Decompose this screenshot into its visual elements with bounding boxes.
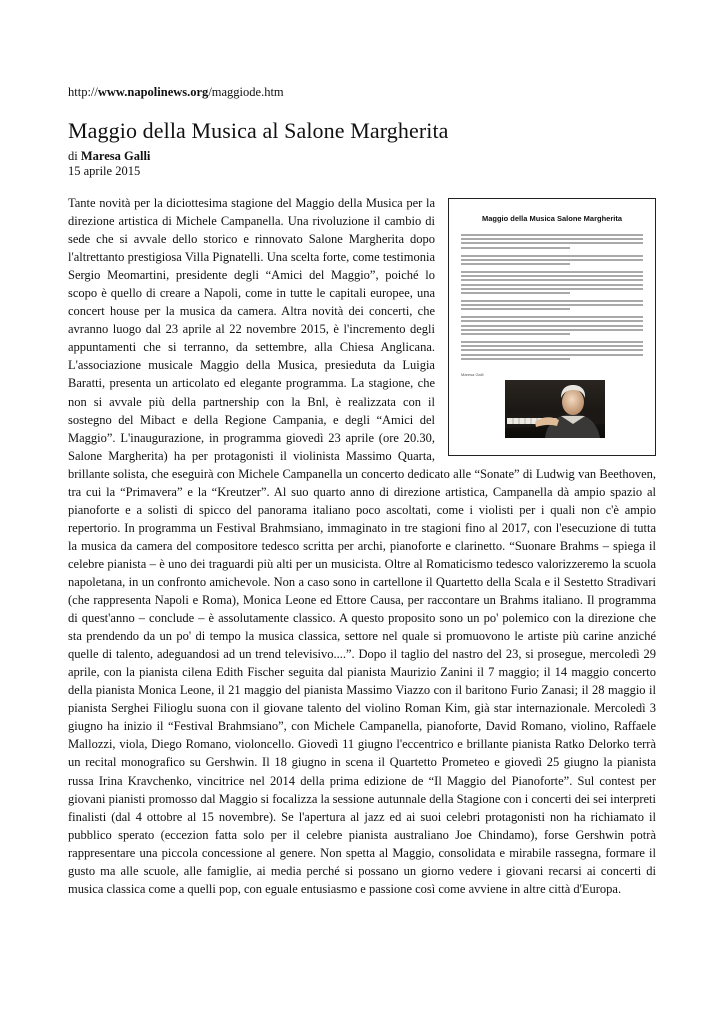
publication-date: 15 aprile 2015 bbox=[68, 164, 141, 178]
byline-prefix: di bbox=[68, 149, 78, 163]
source-url[interactable] bbox=[68, 85, 284, 100]
clipping-text-block bbox=[461, 316, 643, 335]
clipping-text-block bbox=[461, 300, 643, 310]
clipping-title: Maggio della Musica Salone Margherita bbox=[481, 214, 623, 223]
author-name: Maresa Galli bbox=[80, 149, 151, 163]
article-body: Tante novità per la diciottesima stagione del Maggio della Musica per la direzione artistica di Michele Campanella. Una rivoluzione il cambio di sede che si avvale dello storico e rinnovato Salone Margherita dopo l'altrettanto prestigiosa Villa Pignatelli. Una scelta forte, come testimonia Sergio Meomartini, presidente degli “Amici del Maggio”, poiché lo scopo è quello di creare a Napoli, come in tutte le capitali europee, una concert house per la musica da camera. Altra novità dei concerti, che avranno luogo dal 23 aprile al 22 novembre 2015, è l'incremento degli appuntamenti che si terranno, da settembre, alla Chiesa Anglicana. L'associazione musicale Maggio della Musica, presieduta da Luigia Baratti, presenta un articolato ed elegante programma. La stagione, che non si avvale più della partnership con la Bnl, è realizzata con il sostegno del Mibact e della Regione Campania, e degli “Amici del Maggio”. L'inaugurazione, in programma giovedì 23 aprile (ore 20.30, Salone Margherita) ha per protagonisti il violinista Massimo Quarta, brillante solista, che eseguirà con Michele Campanella un concerto dedicato alle “Sonate” di Ludwig van Beethoven, tra cui la “Primavera” e la “Kreutzer”. Al suo quarto anno di direzione artistica, Campanella dà ampio spazio al pianoforte e a solisti di spicco del panorama italiano poco ascoltati, come i violisti per i quali non c'è ampio repertorio. In programma un Festival Brahmsiano, immaginato in tre stagioni fino al 2017, con l'esecuzione di tutta la musica da camera del compositore tedesco scritta per archi, pianoforte e clarinetto. “Suonare Brahms – spiega il celebre pianista – è uno dei traguardi più alti per un musicista. Oltre al Romaticismo tedesco valorizzeremo la scuola napoletana, in un confronto amichevole. Non a caso sono in cartellone il Quartetto della Scala e il Sestetto Stradivari (che rappresenta Napoli e Roma), Monica Leone ed Ettore Causa, per raccontare un Brahms italiano. Il programma di quest'anno – conclude – è assolutamente classico. A questo proposito sono un po' polemico con la direzione che sta prendendo da un po' di tempo la musica classica, settore nel quale si promuovono le artiste più carine anziché quelle di talento, adeguandosi ad un trend televisivo....”. Dopo il taglio del nastro del 23, si prosegue, mercoledì 29 aprile, con la pianista cilena Edith Fischer seguita dal pianista Maurizio Zanini il 7 maggio; il 14 maggio concerto della pianista Monica Leone, il 21 maggio del pianista Massimo Viazzo con il baritono Furio Zanasi; il 28 maggio il pianista Serghei Filioglu suona con il giovane talento del violino Roman Kim, già star internazionale. Mercoledì 3 giugno ha inizio il “Festival Brahmsiano”, con Michele Campanella, pianoforte, David Romano, violino, Raffaele Mallozzi, viola, Diego Romano, violoncello. Giovedì 11 giugno l'eccentrico e brillante pianista Ratko Delorko terrà un recital monografico su Gershwin. Il 18 giugno in scena il Quartetto Prometeo e giovedì 25 giugno la pianista russa Irina Kravchenko, vincitrice nel 2014 della prima edizione de “Il Maggio del Pianoforte”. Sul contest per giovani pianisti promosso dal Maggio si focalizza la sessione autunnale della Stagione con i concerti dei sei interpreti finalisti (dal 4 ottobre al 15 novembre). Se l'apertura al jazz ed ai suoi celebri protagonisti non ha richiamato il pubblico sperato (eccezion fatta solo per il celebre pianista australiano Joe Chindamo), forse Gershwin potrà rappresentare una piccola concessione al genere. Non spetta al Maggio, consolidata e mirabile rassegna, formare il gusto ma alle scuole, alle famiglie, ai media perché si possano un giorno vedere i giovani recarsi ai concerti di musica classica come a quelli pop, con eguale entusiasmo e passione così come avviene in altre città d'Europa. bbox=[68, 196, 656, 896]
pianist-photo-graphic bbox=[505, 380, 605, 438]
byline bbox=[68, 149, 150, 164]
url-prefix: http:// bbox=[68, 85, 98, 99]
url-path: /maggiode.htm bbox=[208, 85, 284, 99]
article-container bbox=[68, 194, 656, 898]
clipping-text-block bbox=[461, 341, 643, 360]
clipping-text-block bbox=[461, 255, 643, 265]
clipping-text-block bbox=[461, 234, 643, 249]
clipping-signature: Maresa Galli bbox=[461, 371, 484, 377]
newspaper-clipping-image bbox=[448, 198, 656, 456]
url-domain: www.napolinews.org bbox=[97, 85, 209, 99]
pianist-photo bbox=[505, 380, 605, 438]
article-title: Maggio della Musica al Salone Margherita bbox=[68, 118, 449, 143]
clipping-text-block bbox=[461, 271, 643, 294]
